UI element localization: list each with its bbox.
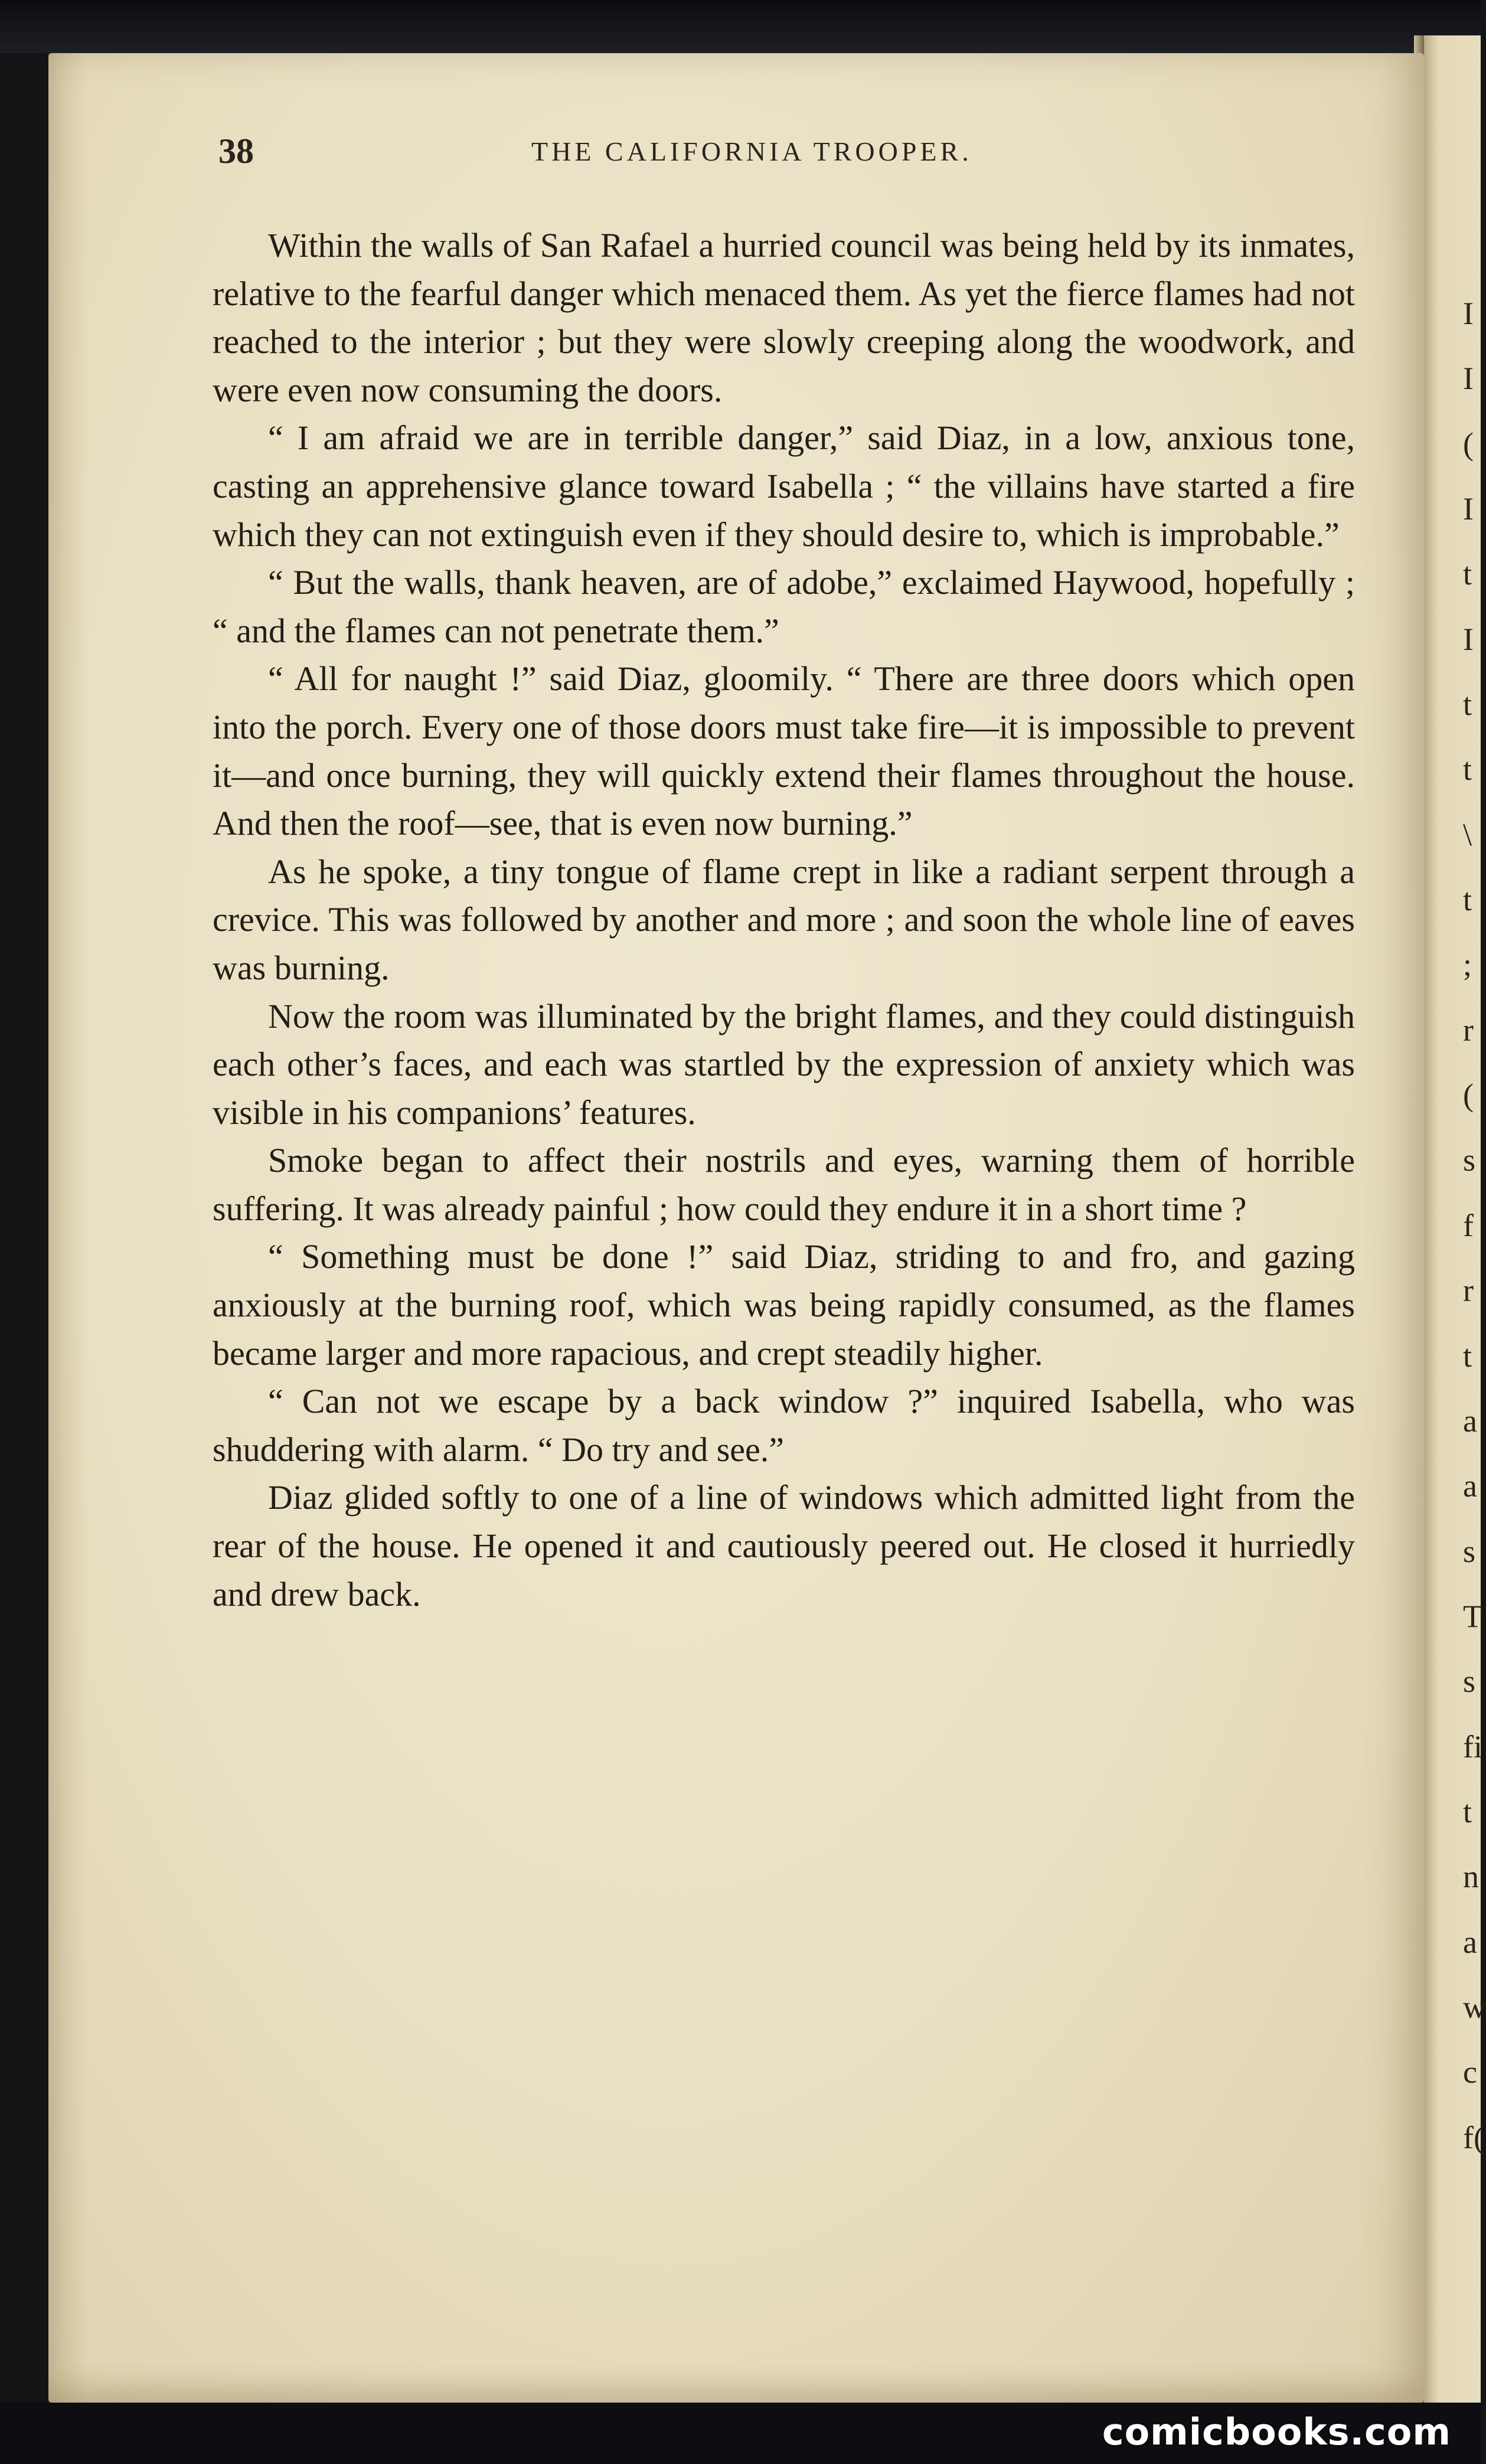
next-page-fragment: I — [1463, 296, 1474, 331]
next-page-fragment: I — [1463, 361, 1474, 397]
scan-background-top — [0, 0, 1481, 53]
paragraph: Diaz glided softly to one of a line of windows which admitted light from the rear of the house. He opened it and cautiously peered out. He closed it hurriedly and drew back. — [213, 1478, 1355, 1613]
paragraph: “ I am afraid we are in terrible danger,” said Diaz, in a low, anxious tone, casting an apprehensive glance toward Isabella ; “ the villains have started a fire which they can not extinguish even if they should desire to, which is improbable.” — [213, 419, 1355, 554]
next-page-fragment: c — [1463, 2054, 1477, 2090]
next-page-fragment: t — [1463, 1793, 1472, 1829]
paragraph: “ But the walls, thank heaven, are of adobe,” exclaimed Haywood, hopefully ; “ and the flames can not penetrate them.” — [213, 563, 1355, 650]
next-page-fragment: t — [1463, 556, 1472, 592]
paragraph: Now the room was illuminated by the bright flames, and they could distinguish each other’s faces, and each was startled by the expression of anxiety which was visible in his companions’ features. — [213, 996, 1355, 1132]
next-page-fragment: I — [1463, 621, 1474, 657]
next-page-fragment: ( — [1463, 426, 1474, 462]
next-page-fragment: t — [1463, 687, 1472, 723]
next-page-fragment: s — [1463, 1664, 1476, 1700]
next-page-fragment: fi — [1463, 1728, 1482, 1764]
next-page-fragment: a — [1463, 1468, 1477, 1504]
paragraph: As he spoke, a tiny tongue of flame crept in like a radiant serpent through a crevice. This was followed by another and more ; and soon the whole line of eaves was burning. — [213, 852, 1355, 987]
next-page-fragment: r — [1463, 1012, 1474, 1048]
next-page-fragment: t — [1463, 882, 1472, 918]
next-page-fragment: ( — [1463, 1077, 1474, 1113]
paragraph: “ All for naught !” said Diaz, gloomily. “ There are three doors which open into the porch. Every one of those doors must take fire—it is impossible to prevent it—and once burning, they will quickly extend their flames throughout the house. And then the roof—see, that is even now burning.” — [213, 659, 1355, 843]
next-page-fragment: n — [1463, 1859, 1479, 1895]
next-page-fragment: a — [1463, 1403, 1477, 1439]
next-page-fragment: f — [1463, 1207, 1474, 1243]
next-page-fragment: I — [1463, 491, 1474, 527]
next-page-fragment: ; — [1463, 947, 1472, 983]
paragraph: Smoke began to affect their nostrils and eyes, warning them of horrible suffering. It was already painful ; how could they endure it in a short time ? — [213, 1141, 1355, 1228]
watermark: comicbooks.com — [1102, 2410, 1451, 2453]
paragraph: “ Can not we escape by a back window ?” inquired Isabella, who was shuddering with alarm. “ Do try and see.” — [213, 1382, 1355, 1469]
next-page-fragment: r — [1463, 1273, 1474, 1309]
next-page-fragment: T — [1463, 1598, 1482, 1634]
next-page-fragment: f( — [1463, 2119, 1484, 2155]
page-number: 38 — [218, 132, 254, 171]
next-page-fragment: \ — [1463, 816, 1472, 852]
next-page-fragment: s — [1463, 1533, 1476, 1569]
paragraph: “ Something must be done !” said Diaz, striding to and fro, and gazing anxiously at the burning roof, which was being rapidly consumed, as the flames became larger and more rapacious, and crept steadily higher. — [213, 1237, 1355, 1372]
next-page-fragment: a — [1463, 1924, 1477, 1960]
next-page-fragment: t — [1463, 751, 1472, 787]
page-header — [218, 131, 1358, 172]
body-text — [213, 221, 1355, 1618]
next-page-fragment: t — [1463, 1338, 1472, 1374]
paragraph: Within the walls of San Rafael a hurried council was being held by its inmates, relative to the fearful danger which menaced them. As yet the fierce flames had not reached to the interior ; but they were slowly creeping along the woodwork, and were even now consuming the doors. — [213, 226, 1355, 409]
next-page-fragment: s — [1463, 1142, 1476, 1178]
next-page-fragment: w — [1463, 1989, 1486, 2025]
running-head: THE CALIFORNIA TROOPER. — [531, 136, 972, 166]
